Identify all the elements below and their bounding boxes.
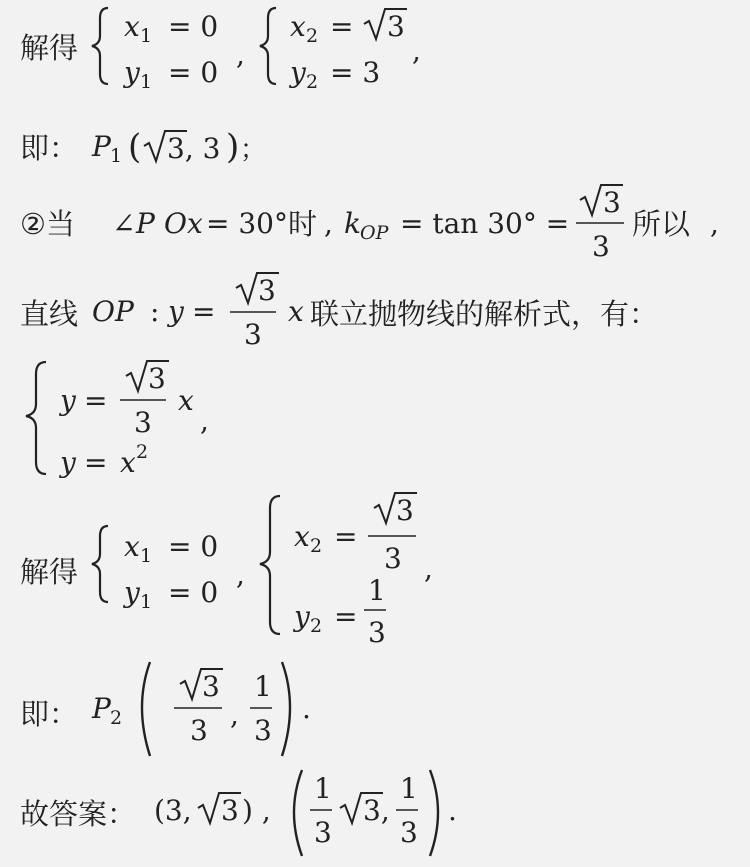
svg-text:1: 1 <box>314 772 332 805</box>
svg-text:3: 3 <box>202 670 220 703</box>
line3-mid: 时 <box>288 207 318 241</box>
svg-text:) ,: ) , <box>242 794 271 827</box>
angle-and-slope <box>20 176 720 266</box>
svg-text:y: y <box>124 576 140 609</box>
svg-text:=: = <box>330 10 354 43</box>
svg-text:= 3: = 3 <box>330 56 381 89</box>
svg-text:2: 2 <box>110 707 123 729</box>
svg-text:x: x <box>294 520 310 553</box>
svg-text:.: . <box>302 692 311 725</box>
svg-text:,: , <box>200 404 209 437</box>
svg-text:,: , <box>230 698 239 731</box>
svg-text:3: 3 <box>387 10 405 43</box>
svg-text:3: 3 <box>384 542 402 575</box>
svg-text:P: P <box>92 130 111 163</box>
svg-text:,: , <box>324 207 333 240</box>
line6-systems <box>90 488 510 648</box>
svg-text:3: 3 <box>254 714 272 747</box>
svg-text:k: k <box>344 207 361 240</box>
svg-text:3: 3 <box>314 816 332 849</box>
line3-suffix: 所以 <box>632 207 691 241</box>
svg-text:OP: OP <box>360 222 389 244</box>
svg-text:∠: ∠ <box>112 207 136 240</box>
svg-text:1: 1 <box>140 545 153 567</box>
svg-text:= 30°: = 30° <box>206 207 288 240</box>
svg-text:y: y <box>294 600 310 633</box>
svg-text:= 0: = 0 <box>168 10 219 43</box>
svg-text:= 0: = 0 <box>168 56 219 89</box>
svg-text:1: 1 <box>368 574 386 607</box>
system-line-parabola <box>20 352 280 484</box>
svg-text:y: y <box>60 446 76 479</box>
svg-text:y: y <box>60 384 76 417</box>
svg-text:=: = <box>334 600 358 633</box>
svg-text:=: = <box>334 520 358 553</box>
svg-text:y: y <box>290 56 306 89</box>
svg-text:3, 3: 3, 3 <box>167 132 221 165</box>
svg-text:1: 1 <box>254 670 272 703</box>
svg-text:3: 3 <box>368 616 386 648</box>
svg-text:y: y <box>124 56 140 89</box>
svg-text:,: , <box>412 34 421 67</box>
svg-text:= 0: = 0 <box>168 576 219 609</box>
svg-text:,: , <box>424 552 433 585</box>
svg-text:= tan 30° =: = tan 30° = <box>400 207 570 240</box>
line6-label: 解得 <box>20 555 79 589</box>
svg-text:x: x <box>290 10 306 43</box>
svg-text:=: = <box>192 295 216 328</box>
svg-text:): ) <box>226 127 240 167</box>
line4-prefix: 直线 <box>20 297 79 331</box>
svg-text:,: , <box>236 558 245 591</box>
svg-text:1: 1 <box>140 591 153 613</box>
svg-text:2: 2 <box>310 535 323 557</box>
svg-text:x: x <box>120 446 136 479</box>
svg-text:；: ； <box>240 135 267 165</box>
line8-label: 故答案： <box>20 797 137 831</box>
line7-label: 即： <box>20 697 79 731</box>
svg-text:(3,: (3, <box>154 794 192 827</box>
svg-text:x: x <box>124 10 140 43</box>
svg-text:3: 3 <box>190 714 208 747</box>
line1-label: 解得 <box>20 31 79 65</box>
svg-text:1: 1 <box>110 145 123 167</box>
line2-label: 即： <box>20 131 79 165</box>
svg-text:y: y <box>168 295 184 328</box>
svg-text:OP: OP <box>92 295 134 328</box>
point-p1 <box>90 118 340 174</box>
svg-text::: : <box>150 295 160 328</box>
final-answer <box>150 764 610 864</box>
point-p2 <box>90 654 350 760</box>
svg-text:1: 1 <box>140 71 153 93</box>
svg-text:2: 2 <box>136 441 149 463</box>
line3-prefix: ②当 <box>20 207 75 241</box>
line1-systems <box>90 0 490 100</box>
svg-text:2: 2 <box>306 25 319 47</box>
svg-text:= 0: = 0 <box>168 530 219 563</box>
svg-text:x: x <box>288 295 304 328</box>
svg-text:3: 3 <box>221 794 239 827</box>
svg-text:2: 2 <box>306 71 319 93</box>
svg-text:3: 3 <box>134 406 152 439</box>
svg-text:3: 3 <box>603 186 621 219</box>
svg-text:.: . <box>448 794 457 827</box>
svg-text:,: , <box>710 207 719 240</box>
svg-text:,: , <box>236 38 245 71</box>
svg-text:P: P <box>92 692 111 725</box>
svg-text:3: 3 <box>400 816 418 849</box>
svg-text:=: = <box>84 446 108 479</box>
svg-text:3,: 3, <box>363 794 390 827</box>
svg-text:3: 3 <box>148 362 166 395</box>
svg-text:1: 1 <box>400 772 418 805</box>
svg-text:3: 3 <box>258 274 276 307</box>
svg-text:1: 1 <box>140 25 153 47</box>
svg-text:(: ( <box>128 127 142 167</box>
svg-text:3: 3 <box>244 318 262 351</box>
svg-text:x: x <box>124 530 140 563</box>
svg-text:3: 3 <box>396 494 414 527</box>
svg-text:2: 2 <box>310 615 323 637</box>
svg-text:Ox: Ox <box>164 207 203 240</box>
svg-text:=: = <box>84 384 108 417</box>
svg-text:x: x <box>178 384 194 417</box>
line4-suffix: 联立抛物线的解析式，有： <box>310 297 659 331</box>
svg-text:3: 3 <box>592 230 610 263</box>
svg-text:P: P <box>136 207 155 240</box>
